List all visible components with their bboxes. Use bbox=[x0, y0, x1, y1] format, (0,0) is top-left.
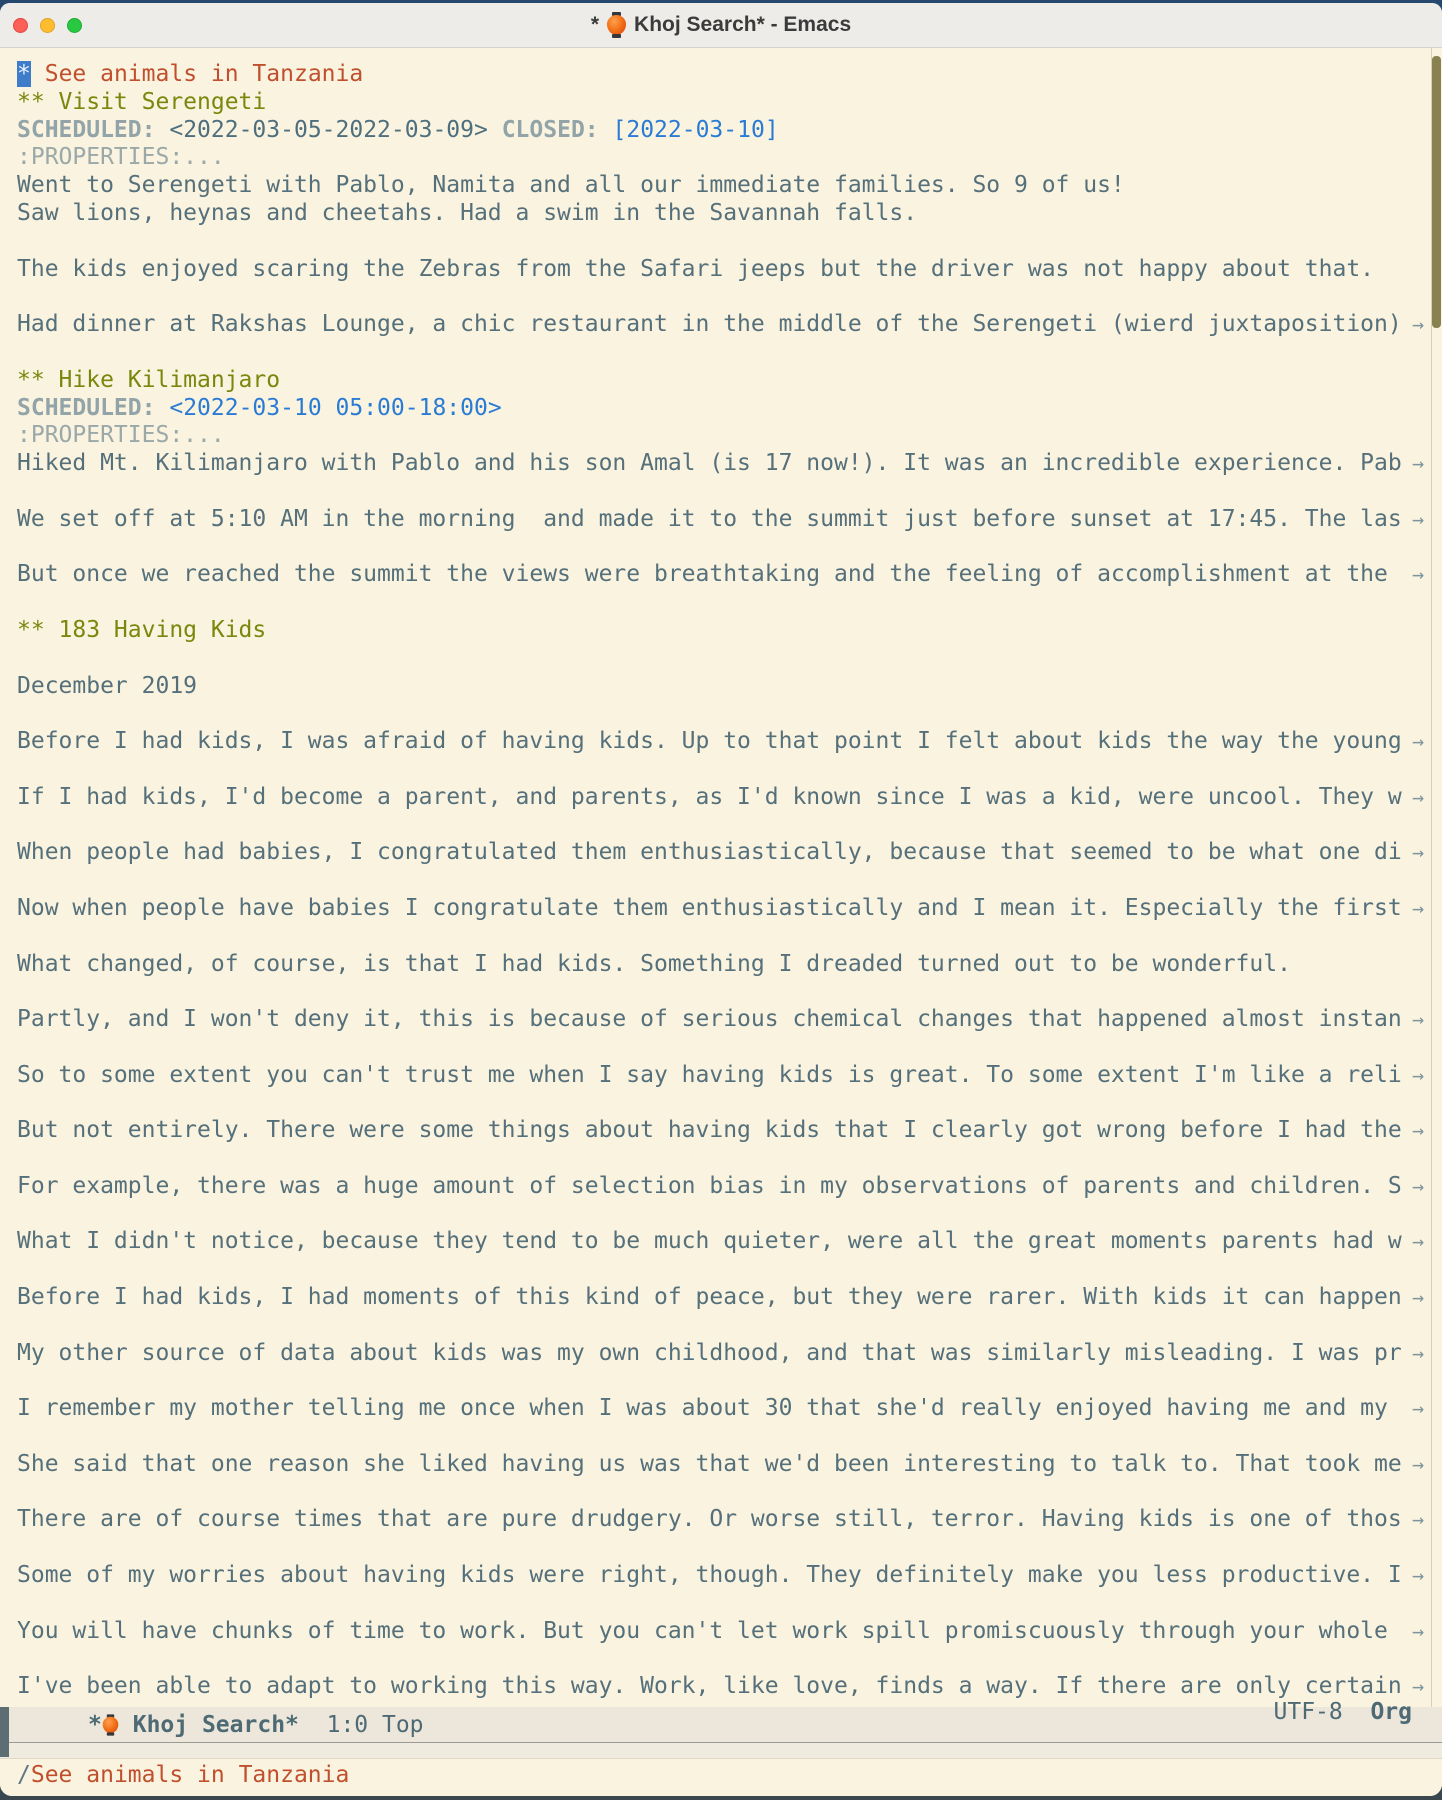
scrollbar-thumb[interactable] bbox=[1432, 56, 1441, 328]
text-segment: See animals in Tanzania bbox=[44, 61, 364, 87]
text-segment: Hiked Mt. Kilimanjaro with Pablo and his son Amal (is 17 now!). It was an incredible experience. Pab bbox=[17, 450, 1402, 477]
text-segment: She said that one reason she liked having us was that we'd been interesting to talk to. That took me bbox=[17, 1450, 1402, 1477]
modeline-encoding[interactable]: UTF-8 bbox=[1273, 1698, 1343, 1725]
buffer-line[interactable] bbox=[17, 1062, 1442, 1090]
truncation-arrow-icon: → bbox=[1411, 1563, 1424, 1588]
minibuffer[interactable] bbox=[0, 1760, 1442, 1796]
truncation-arrow-icon: → bbox=[1411, 1062, 1424, 1087]
text-segment: I've been able to adapt to working this way. Work, like love, finds a way. If there are only certain bbox=[17, 1673, 1402, 1700]
buffer-line[interactable] bbox=[17, 283, 1442, 311]
buffer-line[interactable] bbox=[17, 1173, 1442, 1201]
text-segment: SCHEDULED: bbox=[17, 394, 156, 421]
minimize-button[interactable] bbox=[40, 18, 55, 33]
buffer-line[interactable] bbox=[17, 1423, 1442, 1451]
text-segment: But not entirely. There were some things about having kids that I clearly got wrong before I had the bbox=[17, 1117, 1402, 1144]
buffer-line[interactable] bbox=[17, 1145, 1442, 1173]
line-text bbox=[17, 506, 1402, 534]
buffer-line[interactable] bbox=[17, 700, 1442, 728]
buffer-line[interactable] bbox=[17, 617, 1442, 645]
text-segment: Saw lions, heynas and cheetahs. Had a swim in the Savannah falls. bbox=[17, 199, 918, 226]
buffer-line[interactable] bbox=[17, 1034, 1442, 1062]
buffer-line[interactable] bbox=[17, 1534, 1442, 1562]
truncation-arrow-icon: → bbox=[1411, 729, 1424, 754]
truncation-arrow-icon: → bbox=[1411, 1507, 1424, 1532]
truncation-arrow-icon: → bbox=[1411, 506, 1424, 531]
buffer-line[interactable] bbox=[17, 673, 1442, 701]
text-segment: ** Hike Kilimanjaro bbox=[17, 366, 281, 393]
buffer-line[interactable] bbox=[17, 450, 1442, 478]
buffer-line[interactable] bbox=[17, 311, 1442, 339]
text-cursor: * bbox=[17, 61, 31, 87]
zoom-button[interactable] bbox=[67, 18, 82, 33]
buffer-line[interactable] bbox=[17, 1395, 1442, 1423]
text-segment: :PROPERTIES:... bbox=[17, 144, 225, 171]
buffer-line[interactable] bbox=[17, 756, 1442, 784]
buffer-line[interactable] bbox=[17, 61, 1442, 89]
emacs-window bbox=[0, 3, 1442, 1796]
line-text bbox=[17, 1562, 1402, 1590]
truncation-arrow-icon: → bbox=[1411, 895, 1424, 920]
line-text bbox=[17, 1062, 1402, 1090]
modeline-major-mode[interactable]: Org bbox=[1370, 1698, 1412, 1725]
text-segment: But once we reached the summit the views were breathtaking and the feeling of accomplishment at the bbox=[17, 561, 1402, 588]
buffer-line[interactable] bbox=[17, 1256, 1442, 1284]
text-segment: So to some extent you can't trust me when I say having kids is great. To some extent I'm like a reli bbox=[17, 1061, 1402, 1088]
line-text bbox=[17, 450, 1402, 478]
text-segment: You will have chunks of time to work. But you can't let work spill promiscuously through your whole bbox=[17, 1617, 1402, 1644]
buffer-line[interactable] bbox=[17, 1284, 1442, 1312]
buffer-line[interactable] bbox=[17, 839, 1442, 867]
truncation-arrow-icon: → bbox=[1411, 1285, 1424, 1310]
text-segment: ** Visit Serengeti bbox=[17, 88, 267, 115]
modeline-position[interactable]: 1:0 Top bbox=[326, 1711, 424, 1738]
line-text bbox=[17, 1173, 1402, 1201]
line-text bbox=[17, 117, 779, 145]
text-segment: For example, there was a huge amount of selection bias in my observations of parents and children. S bbox=[17, 1172, 1402, 1199]
text-segment: [2022-03-10] bbox=[612, 116, 779, 143]
truncation-arrow-icon: → bbox=[1411, 1451, 1424, 1476]
line-text bbox=[17, 561, 1402, 589]
text-segment: I remember my mother telling me once when I was about 30 that she'd really enjoyed having me and my bbox=[17, 1395, 1402, 1422]
line-text bbox=[17, 89, 266, 117]
line-text bbox=[17, 728, 1402, 756]
truncation-arrow-icon: → bbox=[1411, 1396, 1424, 1421]
buffer-line[interactable] bbox=[17, 1312, 1442, 1340]
text-segment: What changed, of course, is that I had kids. Something I dreaded turned out to be wonderful. bbox=[17, 950, 1291, 977]
line-text bbox=[17, 1340, 1402, 1368]
modeline-fringe-bar bbox=[0, 1707, 9, 1757]
buffer-area[interactable] bbox=[0, 48, 1442, 1707]
buffer-line[interactable] bbox=[17, 978, 1442, 1006]
text-segment: Now when people have babies I congratulate them enthusiastically and I mean it. Especially the first bbox=[17, 894, 1402, 921]
buffer-line[interactable] bbox=[17, 1590, 1442, 1618]
traffic-lights bbox=[13, 3, 82, 47]
truncation-arrow-icon: → bbox=[1411, 1618, 1424, 1643]
text-segment: Before I had kids, I was afraid of having kids. Up to that point I felt about kids the way the young bbox=[17, 728, 1402, 755]
truncation-arrow-icon: → bbox=[1411, 1007, 1424, 1032]
line-text bbox=[17, 1006, 1402, 1034]
buffer-line[interactable] bbox=[17, 534, 1442, 562]
text-segment: Partly, and I won't deny it, this is because of serious chemical changes that happened almost instan bbox=[17, 1006, 1402, 1033]
text-segment: What I didn't notice, because they tend to be much quieter, were all the great moments parents had w bbox=[17, 1228, 1402, 1255]
line-text bbox=[17, 617, 266, 645]
truncation-arrow-icon: → bbox=[1411, 1229, 1424, 1254]
modeline-right bbox=[1274, 1699, 1413, 1751]
text-segment: The kids enjoyed scaring the Zebras from the Safari jeeps but the driver was not happy about that. bbox=[17, 255, 1375, 282]
buffer-line[interactable] bbox=[17, 589, 1442, 617]
lantern-icon bbox=[102, 1714, 119, 1735]
buffer-line[interactable] bbox=[17, 144, 1442, 172]
text-segment: If I had kids, I'd become a parent, and parents, as I'd known since I was a kid, were uncool. They w bbox=[17, 783, 1402, 810]
title-text: Khoj Search* - Emacs bbox=[634, 13, 852, 36]
buffer-line[interactable] bbox=[17, 1479, 1442, 1507]
text-segment bbox=[599, 117, 613, 143]
truncation-arrow-icon: → bbox=[1411, 1674, 1424, 1699]
text-segment: We set off at 5:10 AM in the morning and made it to the summit just before sunset at 17:45. The las bbox=[17, 505, 1402, 532]
line-text bbox=[17, 1284, 1402, 1312]
truncation-arrow-icon: → bbox=[1411, 312, 1424, 337]
truncation-arrow-icon: → bbox=[1411, 1173, 1424, 1198]
line-text bbox=[17, 61, 363, 89]
line-text bbox=[17, 172, 1125, 200]
line-text bbox=[17, 311, 1402, 339]
buffer-line[interactable] bbox=[17, 1006, 1442, 1034]
text-segment: <2022-03-05-2022-03-09> bbox=[169, 116, 488, 143]
truncation-arrow-icon: → bbox=[1411, 784, 1424, 809]
text-segment: There are of course times that are pure drudgery. Or worse still, terror. Having kids is one of thos bbox=[17, 1506, 1402, 1533]
truncation-arrow-icon: → bbox=[1411, 840, 1424, 865]
buffer-line[interactable] bbox=[17, 1367, 1442, 1395]
text-segment bbox=[31, 61, 45, 87]
search-prompt: / bbox=[17, 1762, 31, 1789]
text-segment: December 2019 bbox=[17, 672, 198, 699]
line-text bbox=[17, 673, 197, 701]
modeline-buffer-name[interactable]: Khoj Search* bbox=[132, 1711, 299, 1738]
buffer-line[interactable] bbox=[17, 200, 1442, 228]
line-text bbox=[17, 839, 1402, 867]
buffer-line[interactable] bbox=[17, 728, 1442, 756]
text-segment: Some of my worries about having kids were right, though. They definitely make you less productive. I bbox=[17, 1562, 1402, 1589]
buffer-line[interactable] bbox=[17, 1506, 1442, 1534]
buffer-line[interactable] bbox=[17, 339, 1442, 367]
line-text bbox=[17, 1451, 1402, 1479]
text-segment: When people had babies, I congratulated them enthusiastically, because that seemed to be what one di bbox=[17, 839, 1402, 866]
text-segment: CLOSED: bbox=[501, 116, 599, 143]
text-segment bbox=[155, 117, 169, 143]
truncation-arrow-icon: → bbox=[1411, 562, 1424, 587]
buffer-line[interactable] bbox=[17, 923, 1442, 951]
line-text bbox=[17, 1228, 1402, 1256]
text-segment: SCHEDULED: bbox=[17, 116, 156, 143]
line-text bbox=[17, 367, 280, 395]
modeline-buffer-prefix: * bbox=[88, 1711, 102, 1738]
line-text bbox=[17, 951, 1291, 979]
buffer-line[interactable] bbox=[17, 867, 1442, 895]
buffer-line[interactable] bbox=[17, 395, 1442, 423]
buffer-line[interactable] bbox=[17, 89, 1442, 117]
buffer-lines bbox=[17, 61, 1442, 1701]
text-segment: Had dinner at Rakshas Lounge, a chic restaurant in the middle of the Serengeti (wierd juxtaposition) bbox=[17, 311, 1402, 338]
text-segment: ** 183 Having Kids bbox=[17, 616, 267, 643]
line-text bbox=[17, 1673, 1402, 1701]
title-prefix: * bbox=[590, 13, 600, 36]
buffer-line[interactable] bbox=[17, 1451, 1442, 1479]
truncation-arrow-icon: → bbox=[1411, 451, 1424, 476]
titlebar[interactable] bbox=[0, 3, 1442, 48]
buffer-line[interactable] bbox=[17, 506, 1442, 534]
line-text bbox=[17, 895, 1402, 923]
text-segment: Before I had kids, I had moments of this kind of peace, but they were rarer. With kids it can happen bbox=[17, 1284, 1402, 1311]
modeline-lower-strip bbox=[0, 1743, 1442, 1759]
line-text bbox=[17, 1618, 1402, 1646]
text-segment: <2022-03-10 05:00-18:00> bbox=[169, 394, 502, 421]
modeline-left bbox=[88, 1712, 424, 1738]
buffer-line[interactable] bbox=[17, 422, 1442, 450]
buffer-line[interactable] bbox=[17, 812, 1442, 840]
line-text bbox=[17, 422, 225, 450]
window-title bbox=[0, 12, 1442, 38]
search-input[interactable]: See animals in Tanzania bbox=[30, 1762, 350, 1789]
line-text bbox=[17, 1506, 1402, 1534]
modeline bbox=[0, 1698, 1442, 1760]
buffer-line[interactable] bbox=[17, 1673, 1442, 1701]
buffer-line[interactable] bbox=[17, 228, 1442, 256]
text-segment: Went to Serengeti with Pablo, Namita and all our immediate families. So 9 of us! bbox=[17, 172, 1125, 199]
text-segment: :PROPERTIES:... bbox=[17, 422, 225, 449]
lantern-icon bbox=[606, 12, 627, 38]
scrollbar-track[interactable] bbox=[1431, 48, 1442, 1707]
close-button[interactable] bbox=[13, 18, 28, 33]
truncation-arrow-icon: → bbox=[1411, 1340, 1424, 1365]
buffer-line[interactable] bbox=[17, 478, 1442, 506]
line-text bbox=[17, 1117, 1402, 1145]
buffer-line[interactable] bbox=[17, 1645, 1442, 1673]
line-text bbox=[17, 395, 502, 423]
buffer-line[interactable] bbox=[17, 367, 1442, 395]
buffer-line[interactable] bbox=[17, 1562, 1442, 1590]
buffer-line[interactable] bbox=[17, 172, 1442, 200]
buffer-line[interactable] bbox=[17, 1201, 1442, 1229]
line-text bbox=[17, 784, 1402, 812]
buffer-line[interactable] bbox=[17, 951, 1442, 979]
line-text bbox=[17, 200, 917, 228]
buffer-line[interactable] bbox=[17, 1117, 1442, 1145]
buffer-line[interactable] bbox=[17, 1089, 1442, 1117]
buffer-line[interactable] bbox=[17, 1228, 1442, 1256]
text-segment bbox=[155, 395, 169, 421]
buffer-line[interactable] bbox=[17, 645, 1442, 673]
buffer-line[interactable] bbox=[17, 1340, 1442, 1368]
buffer-line[interactable] bbox=[17, 561, 1442, 589]
text-segment: My other source of data about kids was my own childhood, and that was similarly misleading. I was pr bbox=[17, 1339, 1402, 1366]
line-text bbox=[17, 1395, 1402, 1423]
buffer-line[interactable] bbox=[17, 256, 1442, 284]
line-text bbox=[17, 256, 1374, 284]
truncation-arrow-icon: → bbox=[1411, 1118, 1424, 1143]
buffer-line[interactable] bbox=[17, 784, 1442, 812]
buffer-line[interactable] bbox=[17, 1618, 1442, 1646]
text-segment bbox=[488, 117, 502, 143]
buffer-line[interactable] bbox=[17, 895, 1442, 923]
line-text bbox=[17, 144, 225, 172]
buffer-line[interactable] bbox=[17, 117, 1442, 145]
